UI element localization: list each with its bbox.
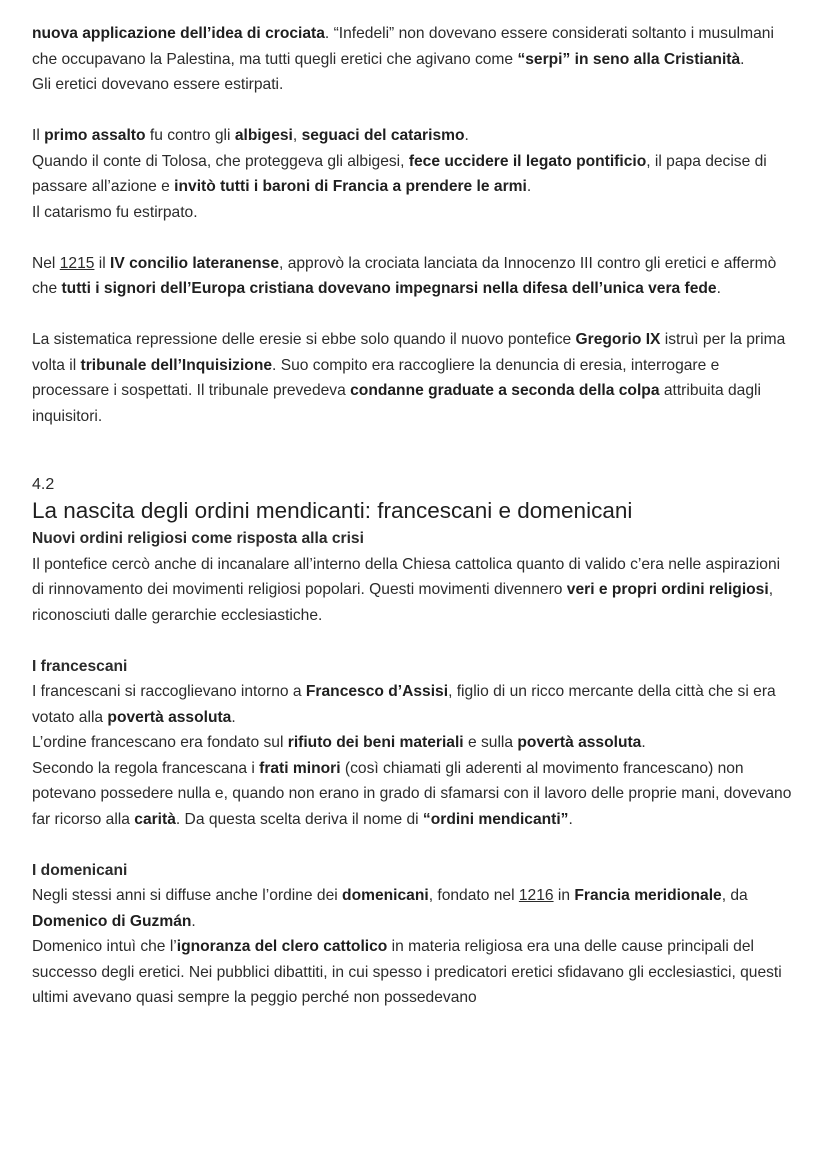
underlined-date: 1216 [518,887,554,904]
bold-text: primo assalto [44,127,146,144]
text-run: , [292,127,302,144]
text-run: . [231,708,236,726]
text-run: il [94,254,111,272]
bold-text: povertà assoluta [107,708,232,726]
bold-text: Domenico di Guzmán [32,912,192,930]
text-run: attribuita dagli inquisitori. [32,382,761,425]
bold-text: “ordini mendicanti” [422,810,569,828]
paragraph-spacer [32,98,796,124]
text-run: , fondato nel [428,887,519,904]
text-run: . [740,50,745,68]
text-run: . [716,280,721,297]
text-run: La sistematica repressione delle eresie si ebbe solo quando il nuovo pontefice [32,331,576,348]
bold-text: IV concilio lateranense [110,254,280,272]
bold-text: domenicani [342,887,429,904]
text-run: . [191,912,196,930]
bold-text: veri e propri ordini religiosi [566,581,769,598]
text-run: Negli stessi anni si diffuse anche l’ordine dei [32,887,343,904]
paragraph [32,200,796,226]
bold-text: tutti i signori dell’Europa cristiana dovevano impegnarsi nella difesa dell’unica vera fede [61,280,717,297]
text-run: (così chiamati gli aderenti al movimento francescano) non potevano possedere nulla e, quando non erano in grado di sfamarsi con il lavoro delle proprie mani, dovevano far ricorso alla [32,759,792,828]
section-number: 4.2 [32,476,55,493]
subsection-heading: Nuovi ordini religiosi come risposta alla crisi [32,530,364,547]
text-run: , riconosciuti dalle gerarchie ecclesiastiche. [32,581,774,624]
bold-text: tribunale dell’Inquisizione [80,356,273,374]
bold-text: Gregorio IX [575,331,661,348]
bold-text: albigesi [234,127,293,144]
bold-text: “serpi” in seno alla Cristianità [517,50,741,68]
paragraph [32,149,796,200]
bold-text: povertà assoluta [517,734,642,751]
paragraph-spacer [32,832,796,858]
text-run: , da [721,887,748,904]
bold-text: frati minori [259,759,341,777]
text-run: Il catarismo fu estirpato. [32,203,198,221]
text-run: e sulla [463,734,518,751]
paragraph [32,934,796,1011]
text-run: I francescani si raccoglievano intorno a [32,683,306,700]
subsection-heading: I domenicani [32,861,128,879]
text-run: , approvò la crociata lanciata da Innocenzo III contro gli eretici e affermò che [32,254,777,297]
text-run: . Da questa scelta deriva il nome di [175,810,423,828]
paragraph [32,883,796,934]
paragraph [32,679,796,730]
section-title: La nascita degli ordini mendicanti: francescani e domenicani [32,498,633,523]
paragraph [32,251,796,302]
bold-text: rifiuto dei beni materiali [287,734,464,751]
paragraph [32,730,796,756]
section-spacer [32,429,796,474]
bold-text: Francesco d’Assisi [305,683,449,700]
bold-text: Francia meridionale [574,887,722,904]
text-run: . [464,127,469,144]
paragraph [32,21,796,72]
text-run: Nel [32,254,60,272]
paragraph [32,756,796,833]
text-run: L’ordine francescano era fondato sul [32,734,288,751]
text-run: Il pontefice cercò anche di incanalare all’interno della Chiesa cattolica quanto di valido c’era nelle aspirazioni di rinnovamento dei movimenti religiosi popolari. Questi movimenti divennero [32,555,781,598]
text-run: Secondo la regola francescana i [32,759,260,777]
paragraph-spacer [32,225,796,251]
text-run: , il papa decise di passare all’azione e [32,152,767,195]
subsection-heading: I francescani [32,657,128,675]
underlined-date: 1215 [59,254,95,272]
paragraph-spacer [32,302,796,328]
text-run: . [641,734,646,751]
bold-text: nuova applicazione dell’idea di crociata [32,25,325,42]
paragraph [32,123,796,149]
bold-text: seguaci del catarismo [301,127,465,144]
text-run: Domenico intuì che l’ [32,938,177,955]
text-run: in [553,887,575,904]
text-run: Gli eretici dovevano essere estirpati. [32,76,284,93]
text-run: . [526,178,532,195]
bold-text: invitò tutti i baroni di Francia a prendere le armi [174,178,527,195]
paragraph-spacer [32,628,796,654]
text-run: . Suo compito era raccogliere la denuncia di eresia, interrogare e processare i sospettati. Il tribunale prevedeva [32,356,720,399]
text-run: in materia religiosa era una delle cause principali del successo degli eretici. Nei pubblici dibattiti, in cui spesso i predicatori eretici sfidavano gli ecclesiastici, questi ultimi avevano quasi sempre la peggio perché non possedevano [32,938,782,1006]
bold-text: condanne graduate a seconda della colpa [350,382,660,399]
paragraph [32,552,796,629]
text-run: , figlio di un ricco mercante della città che si era votato alla [32,683,776,726]
text-run: . “Infedeli” non dovevano essere considerati soltanto i musulmani che occupavano la Palestina, ma tutti quegli eretici che agivano come [32,25,774,68]
bold-text: fece uccidere il legato pontificio [408,152,647,170]
text-run: . [568,810,573,828]
text-run: Quando il conte di Tolosa, che proteggeva gli albigesi, [32,152,409,170]
text-run: istruì per la prima volta il [32,331,786,374]
text-run: Il [32,127,45,144]
bold-text: carità [134,810,176,828]
paragraph [32,72,796,98]
paragraph [32,327,796,429]
text-run: fu contro gli [145,127,235,144]
bold-text: ignoranza del clero cattolico [176,938,388,955]
